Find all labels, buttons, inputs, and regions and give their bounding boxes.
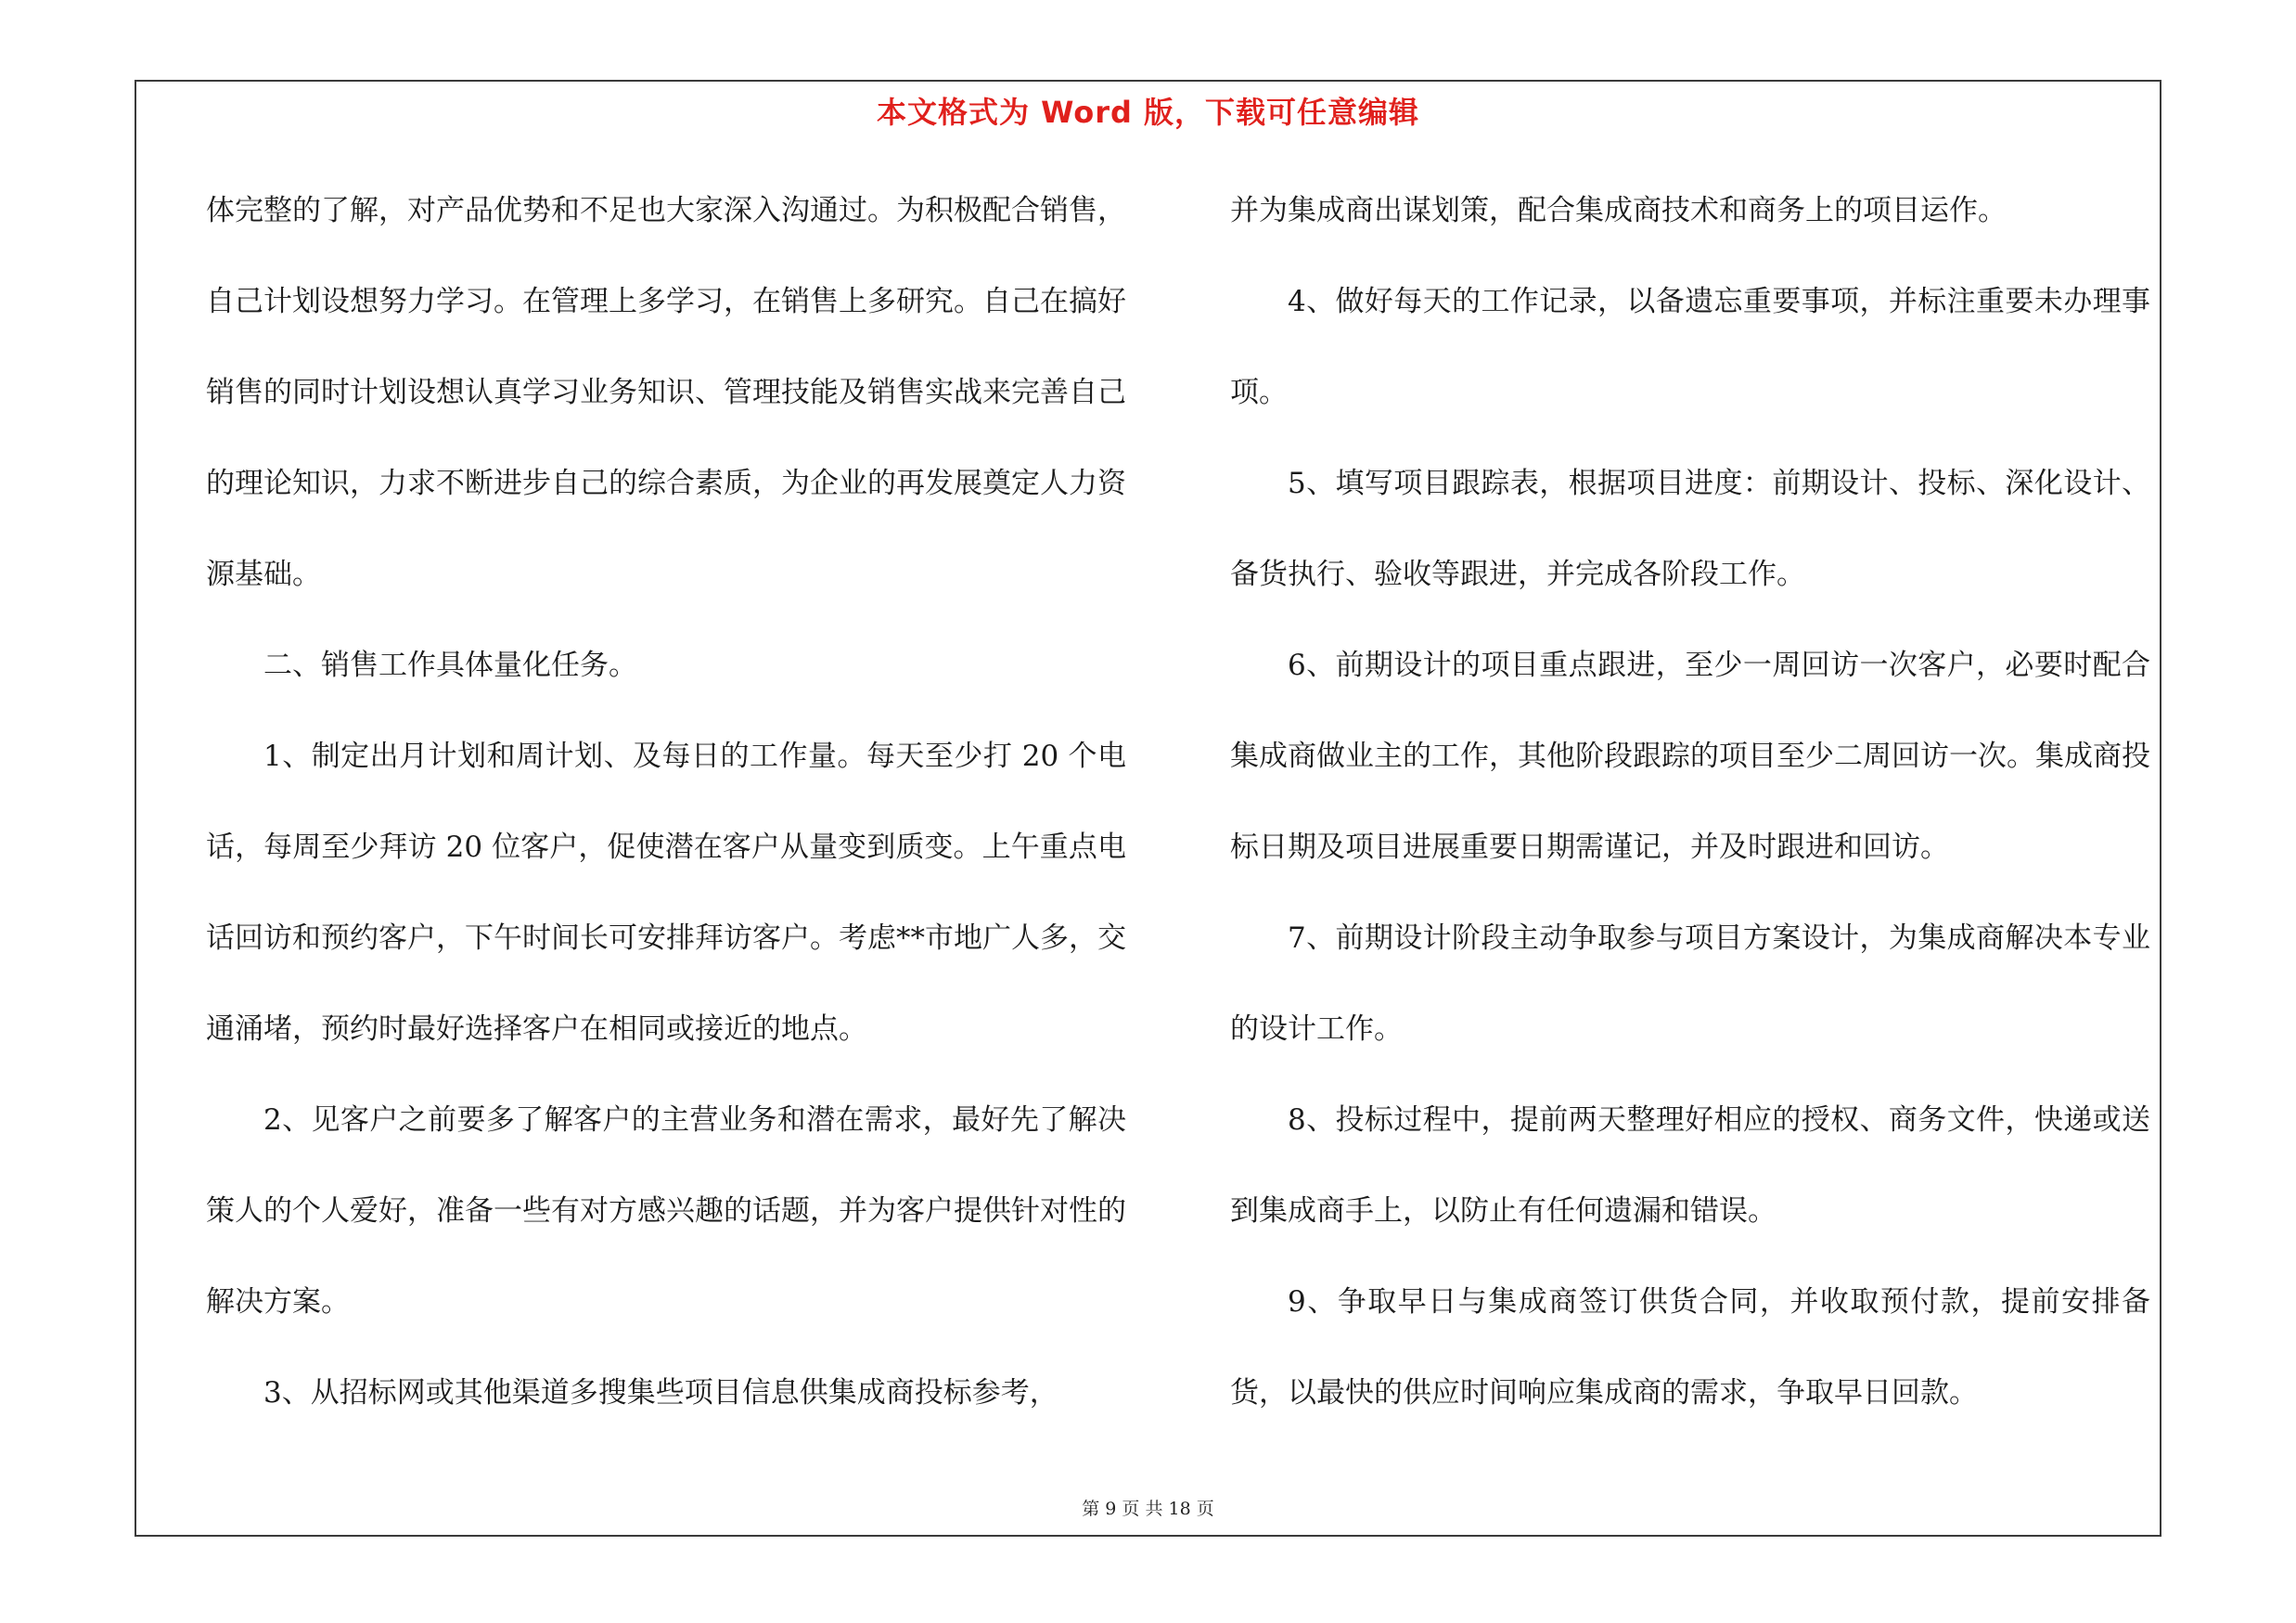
paragraph: 2、见客户之前要多了解客户的主营业务和潜在需求，最好先了解决策人的个人爱好，准备一些有对方感兴趣的话题，并为客户提供针对性的解决方案。 <box>206 1103 1126 1319</box>
left-column <box>206 165 1126 1438</box>
paragraph: 8、投标过程中，提前两天整理好相应的授权、商务文件，快递或送到集成商手上，以防止有任何遗漏和错误。 <box>1230 1103 2150 1228</box>
right-column <box>1230 165 2150 1438</box>
page-number: 第 9 页 共 18 页 <box>1082 1499 1214 1519</box>
paragraph: 5、填写项目跟踪表，根据项目进度：前期设计、投标、深化设计、备货执行、验收等跟进，并完成各阶段工作。 <box>1230 467 2150 591</box>
paragraph: 9、争取早日与集成商签订供货合同，并收取预付款，提前安排备货，以最快的供应时间响应集成商的需求，争取早日回款。 <box>1230 1285 2150 1410</box>
format-banner: 本文格式为 Word 版，下载可任意编辑 <box>876 95 1420 130</box>
paragraph: 并为集成商出谋划策，配合集成商技术和商务上的项目运作。 <box>1230 194 2007 227</box>
paragraph: 7、前期设计阶段主动争取参与项目方案设计，为集成商解决本专业的设计工作。 <box>1230 921 2150 1046</box>
section-heading: 二、销售工作具体量化任务。 <box>263 649 637 682</box>
paragraph: 3、从招标网或其他渠道多搜集些项目信息供集成商投标参考， <box>263 1376 1058 1410</box>
paragraph: 4、做好每天的工作记录，以备遗忘重要事项，并标注重要未办理事项。 <box>1230 285 2150 409</box>
paragraph: 体完整的了解，对产品优势和不足也大家深入沟通过。为积极配合销售，自己计划设想努力学习。在管理上多学习，在销售上多研究。自己在搞好销售的同时计划设想认真学习业务知识、管理技能及销售实战来完善自己的理论知识，力求不断进步自己的综合素质，为企业的再发展奠定人力资源基础。 <box>206 194 1126 591</box>
paragraph: 6、前期设计的项目重点跟进，至少一周回访一次客户，必要时配合集成商做业主的工作，其他阶段跟踪的项目至少二周回访一次。集成商投标日期及项目进展重要日期需谨记，并及时跟进和回访。 <box>1230 649 2150 864</box>
paragraph: 1、制定出月计划和周计划、及每日的工作量。每天至少打 20 个电话，每周至少拜访 20 位客户，促使潜在客户从量变到质变。上午重点电话回访和预约客户，下午时间长可安排拜访客户。考虑**市地广人多，交通涌堵，预约时最好选择客户在相同或接近的地点。 <box>206 740 1126 1046</box>
